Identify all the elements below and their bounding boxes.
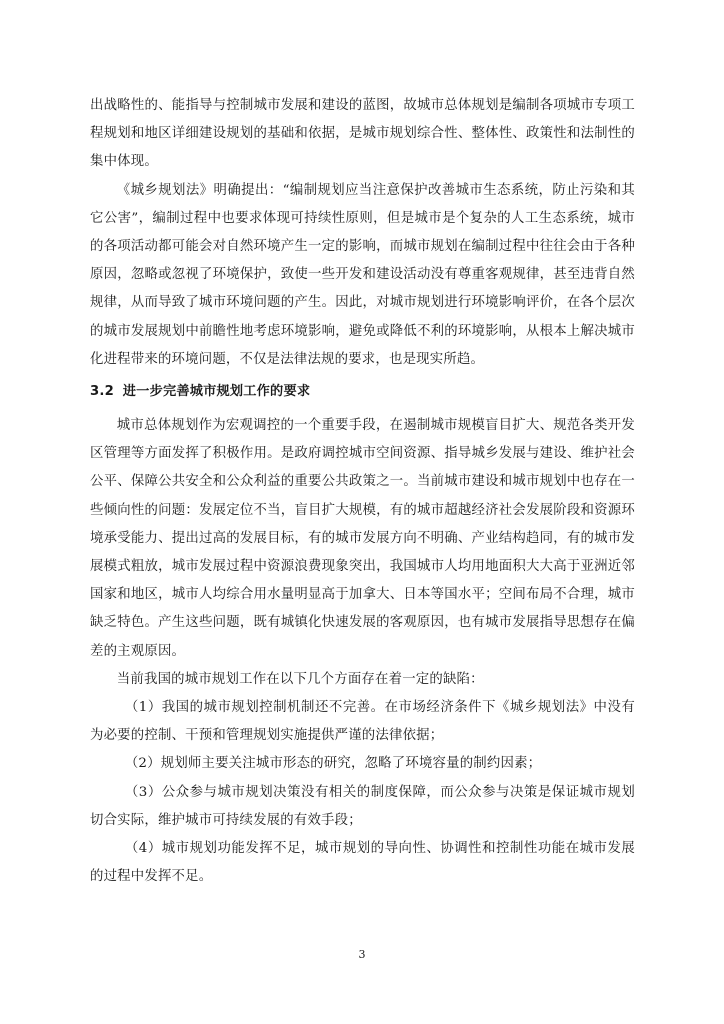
section-heading	[90, 378, 635, 406]
page-number: 3	[358, 948, 366, 961]
page-content	[90, 92, 635, 891]
list-item-2: （2）规划师主要关注城市形态的研究，忽略了环境容量的制约因素；	[124, 756, 542, 772]
list-item-3: （3）公众参与城市规划决策没有相关的制度保障，而公众参与决策是保证城市规划切合实际，维护城市可持续发展的有效手段；	[90, 784, 635, 828]
paragraph-continued: 出战略性的、能指导与控制城市发展和建设的蓝图，故城市总体规划是编制各项城市专项工程规划和地区详细建设规划的基础和依据，是城市规划综合性、整体性、政策性和法制性的集中体现。	[90, 98, 635, 170]
section-number: 3.2	[90, 384, 114, 400]
list-item-1: （1）我国的城市规划控制机制还不完善。在市场经济条件下《城乡规划法》中没有为必要的控制、干预和管理规划实施提供严谨的法律依据；	[90, 700, 635, 744]
list-item-4: （4）城市规划功能发挥不足，城市规划的导向性、协调性和控制性功能在城市发展的过程中发挥不足。	[90, 841, 635, 885]
section-title: 进一步完善城市规划工作的要求	[122, 384, 311, 400]
paragraph-planning-law: 《城乡规划法》明确提出：“编制规划应当注意保护改善城市生态系统，防止污染和其它公害”，编制过程中也要求体现可持续性原则，但是城市是个复杂的人工生态系统，城市的各项活动都可能会对自然环境产生一定的影响，而城市规划在编制过程中往往会由于各种原因，忽略或忽视了环境保护，致使一些开发和建设活动没有尊重客观规律，甚至违背自然规律，从而导致了城市环境问题的产生。因此，对城市规划进行环境影响评价，在各个层次的城市发展规划中前瞻性地考虑环境影响，避免或降低不利的环境影响，从根本上解决城市化进程带来的环境问题，不仅是法律法规的要求，也是现实所趋。	[90, 182, 635, 367]
paragraph-defects-intro: 当前我国的城市规划工作在以下几个方面存在着一定的缺陷：	[116, 671, 484, 687]
paragraph-master-plan: 城市总体规划作为宏观调控的一个重要手段，在遏制城市规模盲目扩大、规范各类开发区管理等方面发挥了积极作用。是政府调控城市空间资源、指导城乡发展与建设、维护社会公平、保障公共安全和公众利益的重要公共政策之一。当前城市建设和城市规划中也存在一些倾向性的问题：发展定位不当，盲目扩大规模，有的城市超越经济社会发展阶段和资源环境承受能力、提出过高的发展目标，有的城市发展方向不明确、产业结构趋同，有的城市发展模式粗放，城市发展过程中资源浪费现象突出，我国城市人均用地面积大大高于亚洲近邻国家和地区，城市人均综合用水量明显高于加拿大、日本等国水平；空间布局不合理，城市缺乏特色。产生这些问题，既有城镇化快速发展的客观原因，也有城市发展指导思想存在偏差的主观原因。	[90, 418, 635, 659]
